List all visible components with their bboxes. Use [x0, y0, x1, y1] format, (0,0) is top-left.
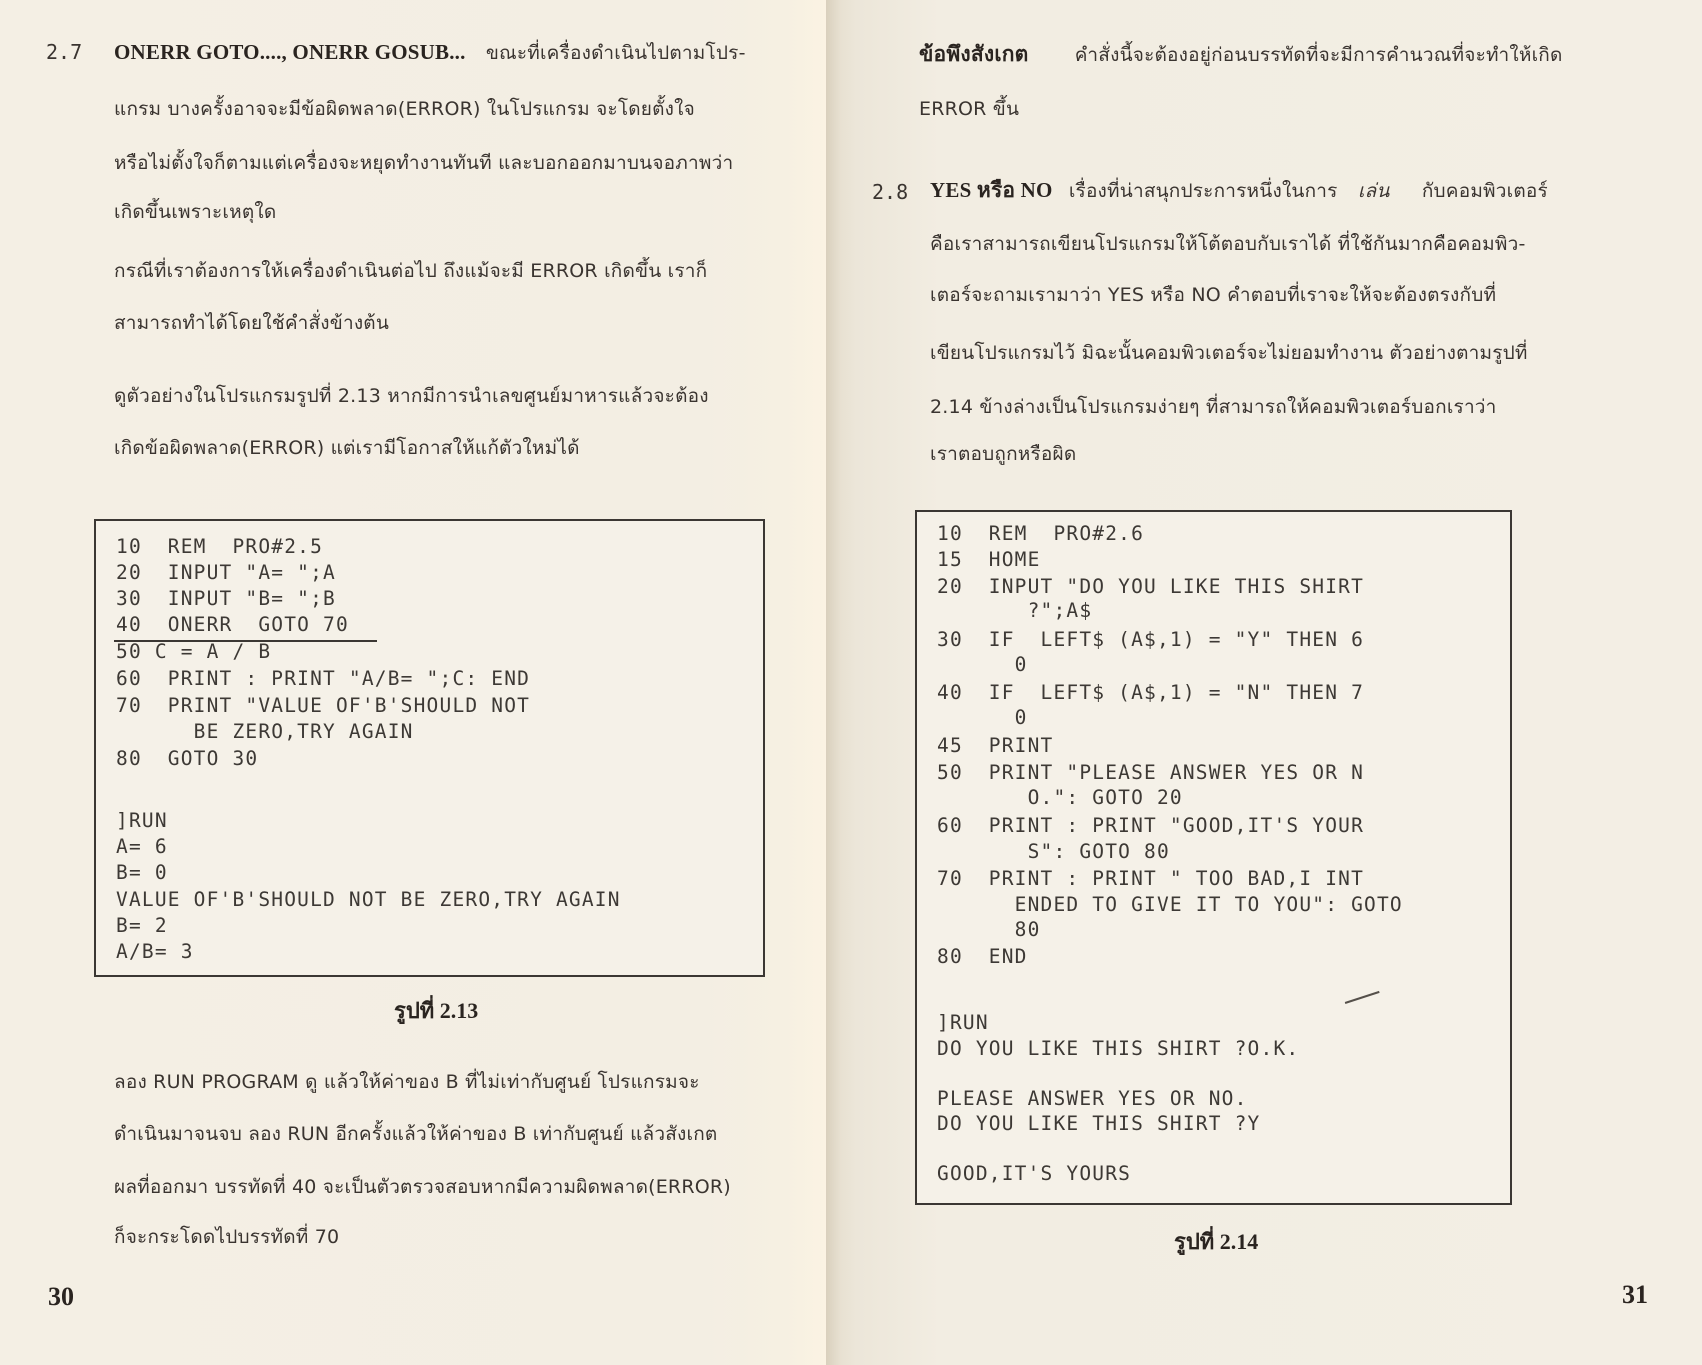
section-title: YES หรือ NO: [930, 178, 1053, 202]
page-number-left: 30: [48, 1282, 74, 1311]
body-text-line: เกิดข้อผิดพลาด(ERROR) แต่เรามีโอกาสให้แก้ตัวใหม่ได้: [114, 437, 580, 459]
code-line: 45 PRINT: [937, 734, 1054, 757]
code-line: ?";A$: [937, 599, 1093, 622]
note-label: ข้อพึงสังเกต: [919, 42, 1029, 66]
body-text-line: คือเราสามารถเขียนโปรแกรมให้โต้ตอบกับเราได้ ที่ใช้กันมากคือคอมพิว-: [930, 233, 1526, 255]
body-text-line: เกิดขึ้นเพราะเหตุใด: [114, 201, 277, 223]
output-line: GOOD,IT'S YOURS: [937, 1162, 1132, 1185]
section-heading-line: [114, 40, 746, 65]
body-text: ขณะที่เครื่องดำเนินไปตามโปร-: [485, 42, 746, 64]
body-text-line: สามารถทำได้โดยใช้คำสั่งข้างต้น: [114, 312, 390, 334]
book-gutter: [826, 0, 856, 1365]
code-line: 10 REM PRO#2.5: [116, 535, 324, 558]
body-text-line: ERROR ขึ้น: [919, 98, 1020, 120]
output-line: B= 0: [116, 861, 168, 884]
output-line: B= 2: [116, 914, 168, 937]
body-text-line: หรือไม่ตั้งใจก็ตามแต่เครื่องจะหยุดทำงานทันที และบอกออกมาบนจอภาพว่า: [114, 152, 734, 174]
code-line: 40 ONERR GOTO 70: [116, 613, 349, 636]
code-line: 60 PRINT : PRINT "GOOD,IT'S YOUR: [937, 814, 1365, 837]
output-line: VALUE OF'B'SHOULD NOT BE ZERO,TRY AGAIN: [116, 888, 621, 911]
left-page: [0, 0, 826, 1365]
figure-caption-2-14: รูปที่ 2.14: [1174, 1229, 1259, 1254]
code-line: 70 PRINT : PRINT " TOO BAD,I INT: [937, 867, 1365, 890]
body-text-line: ก็จะกระโดดไปบรรทัดที่ 70: [114, 1226, 340, 1248]
code-line: ENDED TO GIVE IT TO YOU": GOTO: [937, 893, 1403, 916]
code-line: 40 IF LEFT$ (A$,1) = "N" THEN 7: [937, 681, 1365, 704]
body-text-line: ลอง RUN PROGRAM ดู แล้วให้ค่าของ B ที่ไม่เท่ากับศูนย์ โปรแกรมจะ: [114, 1071, 700, 1093]
code-listing-box-2-13: [94, 519, 765, 977]
code-line: 30 IF LEFT$ (A$,1) = "Y" THEN 6: [937, 628, 1365, 651]
right-page: [856, 0, 1702, 1365]
code-listing-box-2-14: [915, 510, 1512, 1205]
code-line: 0: [937, 653, 1028, 676]
emphasis-text: เล่น: [1357, 180, 1390, 202]
output-line: DO YOU LIKE THIS SHIRT ?Y: [937, 1112, 1261, 1135]
body-text: เรื่องที่น่าสนุกประการหนึ่งในการ: [1068, 180, 1338, 202]
body-text-line: 2.14 ข้างล่างเป็นโปรแกรมง่ายๆ ที่สามารถให้คอมพิวเตอร์บอกเราว่า: [930, 396, 1497, 418]
code-line: 80: [937, 918, 1041, 941]
stray-pen-mark: [1345, 991, 1380, 1004]
output-line: DO YOU LIKE THIS SHIRT ?O.K.: [937, 1037, 1300, 1060]
output-line: PLEASE ANSWER YES OR NO.: [937, 1087, 1248, 1110]
section-number: 2.8: [872, 180, 909, 204]
body-text: คำสั่งนี้จะต้องอยู่ก่อนบรรทัดที่จะมีการคำนวณที่จะทำให้เกิด: [1074, 44, 1563, 66]
note-line: [919, 42, 1563, 67]
code-line: 10 REM PRO#2.6: [937, 522, 1145, 545]
body-text-line: เราตอบถูกหรือผิด: [930, 443, 1077, 465]
code-line: 50 PRINT "PLEASE ANSWER YES OR N: [937, 761, 1365, 784]
code-line: 80 GOTO 30: [116, 747, 259, 770]
code-line: O.": GOTO 20: [937, 786, 1183, 809]
output-line: A/B= 3: [116, 940, 194, 963]
body-text-line: เตอร์จะถามเรามาว่า YES หรือ NO คำตอบที่เราจะให้จะต้องตรงกับที่: [930, 284, 1497, 306]
body-text-line: ดำเนินมาจนจบ ลอง RUN อีกครั้งแล้วให้ค่าของ B เท่ากับศูนย์ แล้วสังเกต: [114, 1123, 718, 1145]
code-line: 20 INPUT "DO YOU LIKE THIS SHIRT: [937, 575, 1365, 598]
page-number-right: 31: [1622, 1280, 1648, 1309]
figure-caption-2-13: รูปที่ 2.13: [394, 998, 479, 1023]
section-number: 2.7: [46, 40, 83, 64]
section-heading-line: [930, 178, 1548, 203]
code-line: 0: [937, 706, 1028, 729]
code-line: 80 END: [937, 945, 1028, 968]
body-text: กับคอมพิวเตอร์: [1421, 180, 1548, 202]
code-line: 30 INPUT "B= ";B: [116, 587, 336, 610]
code-line: 60 PRINT : PRINT "A/B= ";C: END: [116, 667, 531, 690]
body-text-line: กรณีที่เราต้องการให้เครื่องดำเนินต่อไป ถึงแม้จะมี ERROR เกิดขึ้น เราก็: [114, 260, 708, 282]
code-line: S": GOTO 80: [937, 840, 1170, 863]
body-text-line: แกรม บางครั้งอาจจะมีข้อผิดพลาด(ERROR) ในโปรแกรม จะโดยตั้งใจ: [114, 98, 695, 120]
section-title: ONERR GOTO...., ONERR GOSUB...: [114, 40, 466, 64]
code-line: 15 HOME: [937, 548, 1041, 571]
output-line: A= 6: [116, 835, 168, 858]
body-text-line: ผลที่ออกมา บรรทัดที่ 40 จะเป็นตัวตรวจสอบหากมีความผิดพลาด(ERROR): [114, 1176, 731, 1198]
code-line: 20 INPUT "A= ";A: [116, 561, 336, 584]
code-line: 50 C = A / B: [116, 640, 272, 663]
body-text-line: เขียนโปรแกรมไว้ มิฉะนั้นคอมพิวเตอร์จะไม่ยอมทำงาน ตัวอย่างตามรูปที่: [930, 342, 1528, 364]
body-text-line: ดูตัวอย่างในโปรแกรมรูปที่ 2.13 หากมีการนำเลขศูนย์มาหารแล้วจะต้อง: [114, 385, 709, 407]
output-line: ]RUN: [116, 809, 168, 832]
code-line: 70 PRINT "VALUE OF'B'SHOULD NOT: [116, 694, 531, 717]
output-line: ]RUN: [937, 1011, 989, 1034]
code-line: BE ZERO,TRY AGAIN: [116, 720, 414, 743]
